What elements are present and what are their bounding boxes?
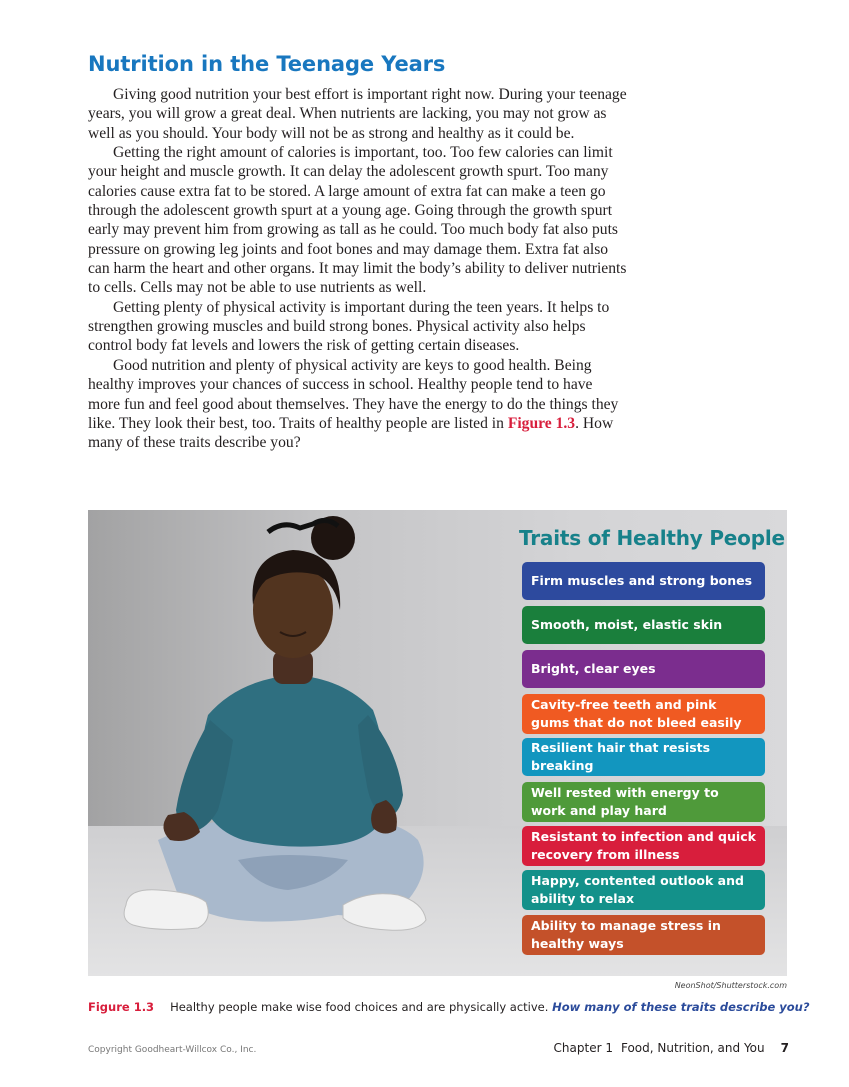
trait-label: Happy, contented outlook and ability to relax — [531, 873, 744, 906]
trait-label: Well rested with energy to work and play hard — [531, 785, 719, 818]
caption-text: Healthy people make wise food choices and are physically active. — [170, 1000, 553, 1014]
paragraph-text: . How many of these traits describe you? — [88, 414, 614, 452]
copyright: Copyright Goodheart-Willcox Co., Inc. — [88, 1045, 257, 1055]
paragraph — [88, 356, 628, 453]
trait-item — [522, 782, 765, 822]
trait-item — [522, 650, 765, 688]
photo-credit: NeonShot/Shutterstock.com — [674, 981, 787, 990]
page-footer — [554, 1041, 789, 1055]
right-shoe — [343, 894, 426, 931]
trait-item — [522, 915, 765, 955]
caption-label: Figure 1.3 — [88, 1000, 155, 1014]
paragraph: Getting plenty of physical activity is important during the teen years. It helps to strengthen growing muscles and build strong bones. Physical activity also helps control body fat levels and lowers the risk of getting certain diseases. — [88, 298, 610, 355]
trait-item — [522, 826, 765, 866]
figure-caption — [88, 1000, 810, 1014]
trait-item — [522, 562, 765, 600]
trait-item — [522, 870, 765, 910]
traits-title: Traits of Healthy People — [519, 526, 785, 550]
body-text — [88, 85, 628, 453]
chapter-label: Chapter 1 — [553, 1041, 613, 1055]
trait-label: Resistant to infection and quick recovery from illness — [531, 829, 756, 862]
trait-item — [522, 738, 765, 776]
trait-label: Ability to manage stress in healthy ways — [531, 918, 721, 951]
trait-label: Smooth, moist, elastic skin — [531, 617, 723, 632]
figure-photo — [88, 510, 787, 976]
section-heading: Nutrition in the Teenage Years — [88, 52, 446, 76]
chapter-title: Food, Nutrition, and You — [620, 1041, 765, 1055]
caption-question: How many of these traits describe you? — [552, 1000, 810, 1014]
trait-item — [522, 606, 765, 644]
paragraph-text: Good nutrition and plenty of physical activity are keys to good health. Being healthy improves your chances of success in school. Healthy people tend to have more fun and feel good about themselves. They have the energy to do the things they like. They look their best, too. Traits of healthy people are listed in — [88, 356, 619, 432]
trait-label: Resilient hair that resists breaking — [531, 740, 711, 773]
figure-reference-link[interactable]: Figure 1.3 — [507, 414, 576, 432]
page-number: 7 — [780, 1041, 789, 1055]
paragraph: Getting the right amount of calories is important, too. Too few calories can limit your height and muscle growth. It can delay the adolescent growth spurt. Too many calories cause extra fat to be stored. A large amount of extra fat can make a teen go through the adolescent growth spurt at a young age. Going through the growth spurt early may prevent him from growing as tall as he could. Too much body fat also puts pressure on growing leg joints and foot bones and may damage them. Extra fat also can harm the heart and other organs. It may limit the body’s ability to deliver nutrients to cells. Cells may not be able to use nutrients as well. — [88, 144, 627, 297]
trait-label: Bright, clear eyes — [531, 661, 656, 676]
trait-item — [522, 694, 765, 734]
paragraph: Giving good nutrition your best effort is important right now. During your teenage years, you will grow a great deal. When nutrients are lacking, you may not grow as well as you should. Your body will not be as strong and healthy as it could be. — [88, 86, 627, 142]
trait-label: Cavity-free teeth and pink gums that do not bleed easily — [531, 697, 742, 730]
trait-label: Firm muscles and strong bones — [531, 573, 753, 588]
